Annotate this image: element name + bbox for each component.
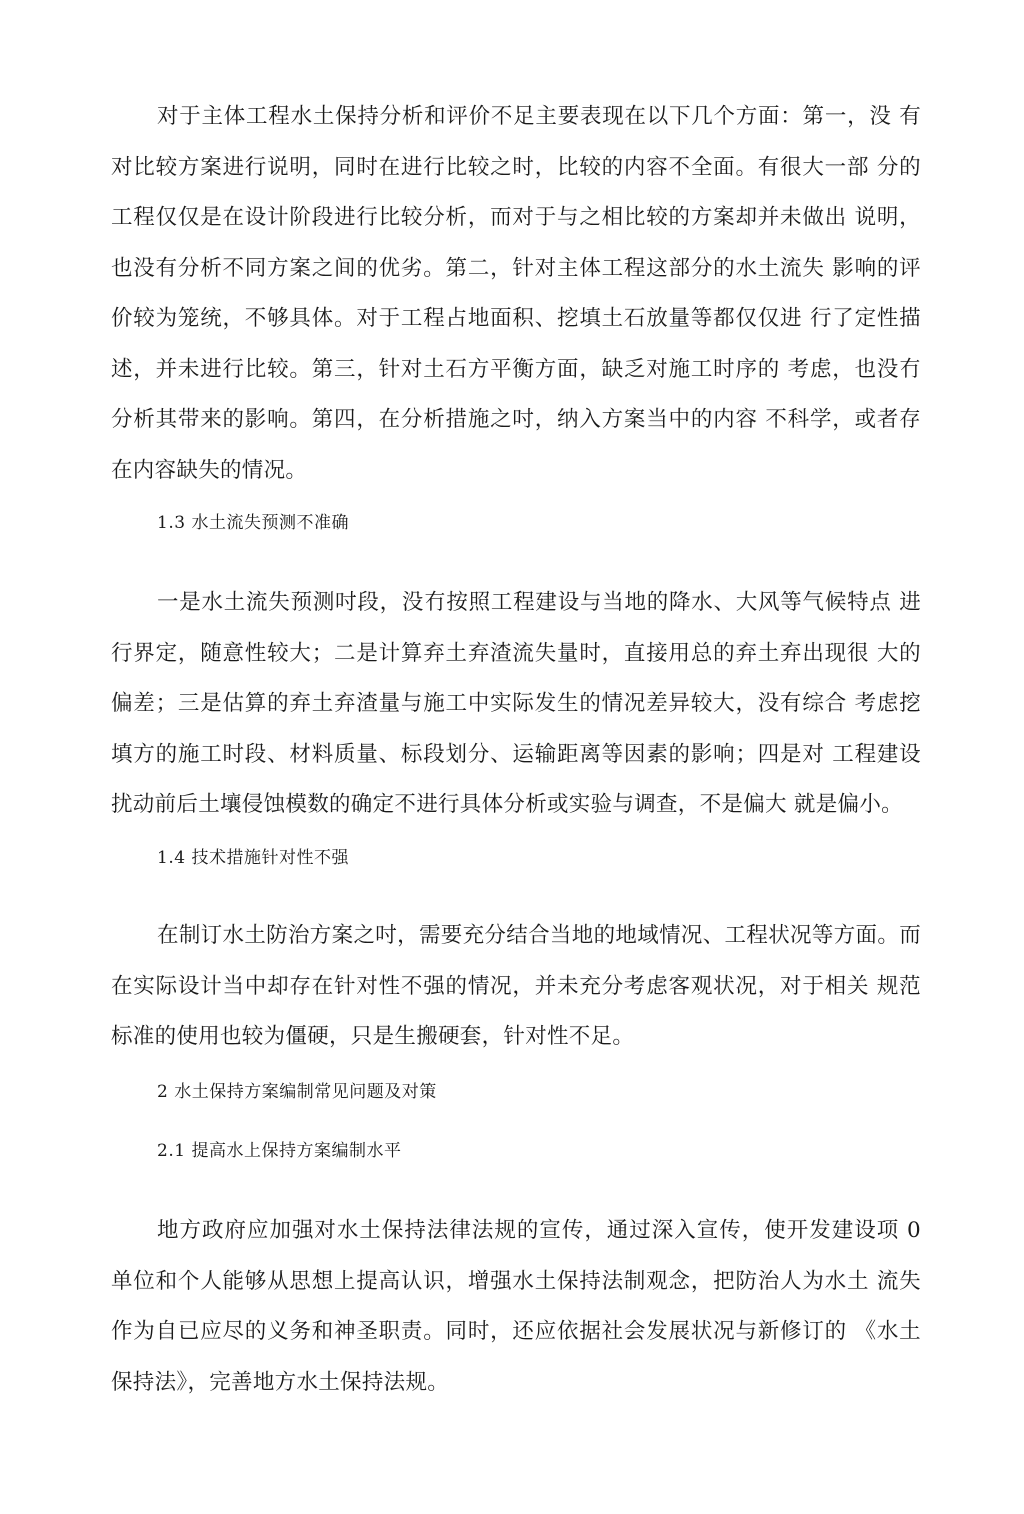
heading-2: 2 水土保持方案编制常见问题及对策: [157, 1082, 437, 1102]
paragraph-text: 在制订水土防治方案之吋，需要充分结合当地的地域情况、工程状况等方面。而在实际设计当中却存在针对性不强的情况，并未充分考虑客观状况，对于相关 规范标准的使用也较为僵硬，只是生搬硬套，针对性不足。: [111, 923, 921, 1049]
paragraph-technical-measures: [111, 911, 921, 1063]
heading-1-4: 1.4 技术措施针对性不强: [157, 848, 349, 868]
paragraph-erosion-prediction: [111, 578, 921, 831]
heading-2-1: 2.1 提高水上保持方案编制水平: [157, 1141, 402, 1161]
paragraph-text: 一是水土流失预测吋段，没冇按照工程建设与当地的降水、大风等气候特点 进行界定，随意性较大；二是计算弃土弃渣流失量时，直接用总的弃土弃出现很 大的偏差；三是估算的弃土弃渣量与施工中实际发生的情况差异较大，没有综合 考虑挖填方的施工时段、材料质量、标段划分、运输距离等因素的影响；四是对 工程建设扰动前后土壤侵蚀模数的确定不进行具体分析或实验与调查，不是偏大 就是偏小。: [111, 590, 921, 817]
paragraph-main-project-evaluation: [111, 92, 921, 496]
heading-1-3: 1.3 水土流失预测不准确: [157, 513, 349, 533]
paragraph-text: 地方政府应加强对水土保持法律法规的宣传，通过深入宣传，使开发建设项 0 单位和个人能够从思想上提高认识，增强水土保持法制观念，把防治人为水土 流失作为自已应尽的义务和神圣职责。同时，还应依据社会发展状况与新修订的 《水土保持法》，完善地方水土保持法规。: [111, 1218, 921, 1395]
paragraph-text: 对于主体工程水土保持分析和评价不足主要表现在以下几个方面：第一，没 有对比较方案进行说明，同时在进行比较之时，比较的内容不全面。有很大一部 分的工程仅仅是在设计阶段进行比较分析，而对于与之相比较的方案却并未做出 说明，也没有分析不同方案之间的优劣。第二，针对主体工程这部分的水土流失 影响的评价较为笼统，不够具体。对于工程占地面积、挖填土石放量等都仅仅进 行了定性描述，并未进行比较。第三，针对土石方平衡方面，缺乏对施工时序的 考虑，也没冇分析其带来的影响。第四，在分析措施之吋，纳入方案当中的内容 不科学，或者存在内容缺失的情况。: [111, 104, 921, 483]
paragraph-local-government: [111, 1206, 921, 1408]
